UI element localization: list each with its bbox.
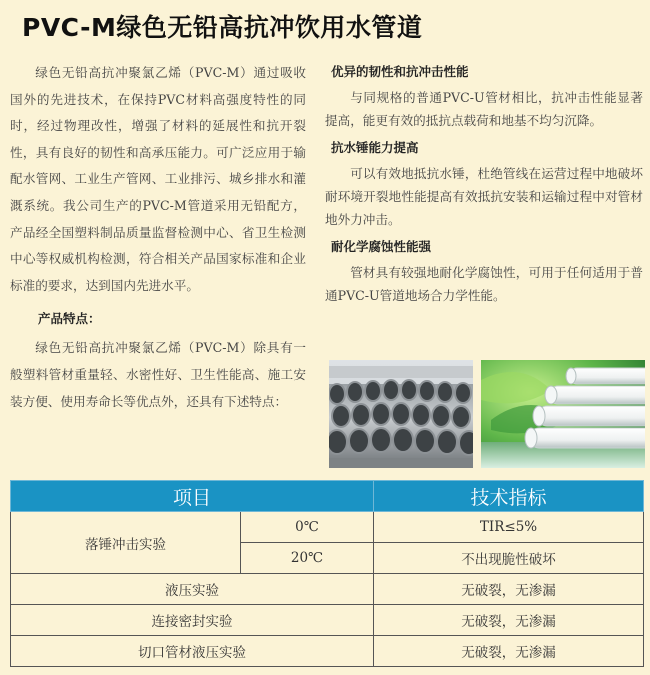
hydraulic-test-spec: 无破裂，无渗漏: [374, 574, 644, 605]
water-hammer-text: 可以有效地抵抗水锤，杜绝管线在运营过程中地破坏耐环境开裂地性能提高有效抵抗安装和运输过程中对管材地外力冲击。: [325, 166, 643, 227]
features-paragraph: 绿色无铅高抗冲聚氯乙烯（PVC-M）除具有一般塑料管材重量轻、水密性好、卫生性能高、施工安装方便、使用寿命长等优点外，还具有下述特点：: [10, 340, 306, 409]
table-row: [11, 512, 644, 543]
chemical-heading: 耐化学腐蚀性能强: [331, 239, 432, 254]
intro-column: [10, 60, 306, 415]
drop-test-temp-20: 20℃: [241, 543, 374, 574]
drop-test-spec-20: 不出现脆性破坏: [374, 543, 644, 574]
header-item: 项目: [11, 481, 374, 512]
hydraulic-test-label: 液压实验: [11, 574, 374, 605]
table-header-row: [11, 481, 644, 512]
seal-test-label: 连接密封实验: [11, 605, 374, 636]
drop-test-temp-0: 0℃: [241, 512, 374, 543]
header-spec: 技术指标: [374, 481, 644, 512]
water-hammer-heading: 抗水锤能力提高: [331, 140, 419, 155]
table-row: [11, 605, 644, 636]
toughness-text: 与同规格的普通PVC-U管材相比，抗冲击性能显著提高，能更有效的抵抗点载荷和地基不均匀沉降。: [325, 90, 643, 128]
notched-pipe-test-spec: 无破裂，无渗漏: [374, 636, 644, 667]
table-row: [11, 636, 644, 667]
toughness-heading: 优异的韧性和抗冲击性能: [331, 64, 469, 79]
features-heading: 产品特点：: [38, 311, 101, 327]
seal-test-spec: 无破裂，无渗漏: [374, 605, 644, 636]
table-row: [11, 574, 644, 605]
features-column: [325, 60, 643, 311]
white-pipes-photo: [481, 360, 645, 468]
chemical-text: 管材具有较强地耐化学腐蚀性，可用于任何适用于普通PVC-U管道地场合力学性能。: [325, 265, 643, 303]
notched-pipe-test-label: 切口管材液压实验: [11, 636, 374, 667]
gray-pipes-photo: [329, 360, 473, 468]
spec-table: [10, 480, 644, 667]
drop-test-spec-0: TIR≤5%: [374, 512, 644, 543]
drop-test-label: 落锤冲击实验: [11, 512, 241, 574]
page-title: PVC-M绿色无铅高抗冲饮用水管道: [22, 13, 423, 42]
intro-paragraph: 绿色无铅高抗冲聚氯乙烯（PVC-M）通过吸收国外的先进技术，在保持PVC材料高强度特性的同时，经过物理改性，增强了材料的延展性和抗开裂性，具有良好的韧性和高承压能力。可广泛应用于输配水管网、工业生产管网、工业排污、城乡排水和灌溉系统。我公司生产的PVC-M管道采用无铅配方，产品经全国塑料制品质量监督检测中心、省卫生检测中心等权威机构检测，符合相关产品国家标准和企业标准的要求，达到国内先进水平。: [10, 65, 306, 293]
